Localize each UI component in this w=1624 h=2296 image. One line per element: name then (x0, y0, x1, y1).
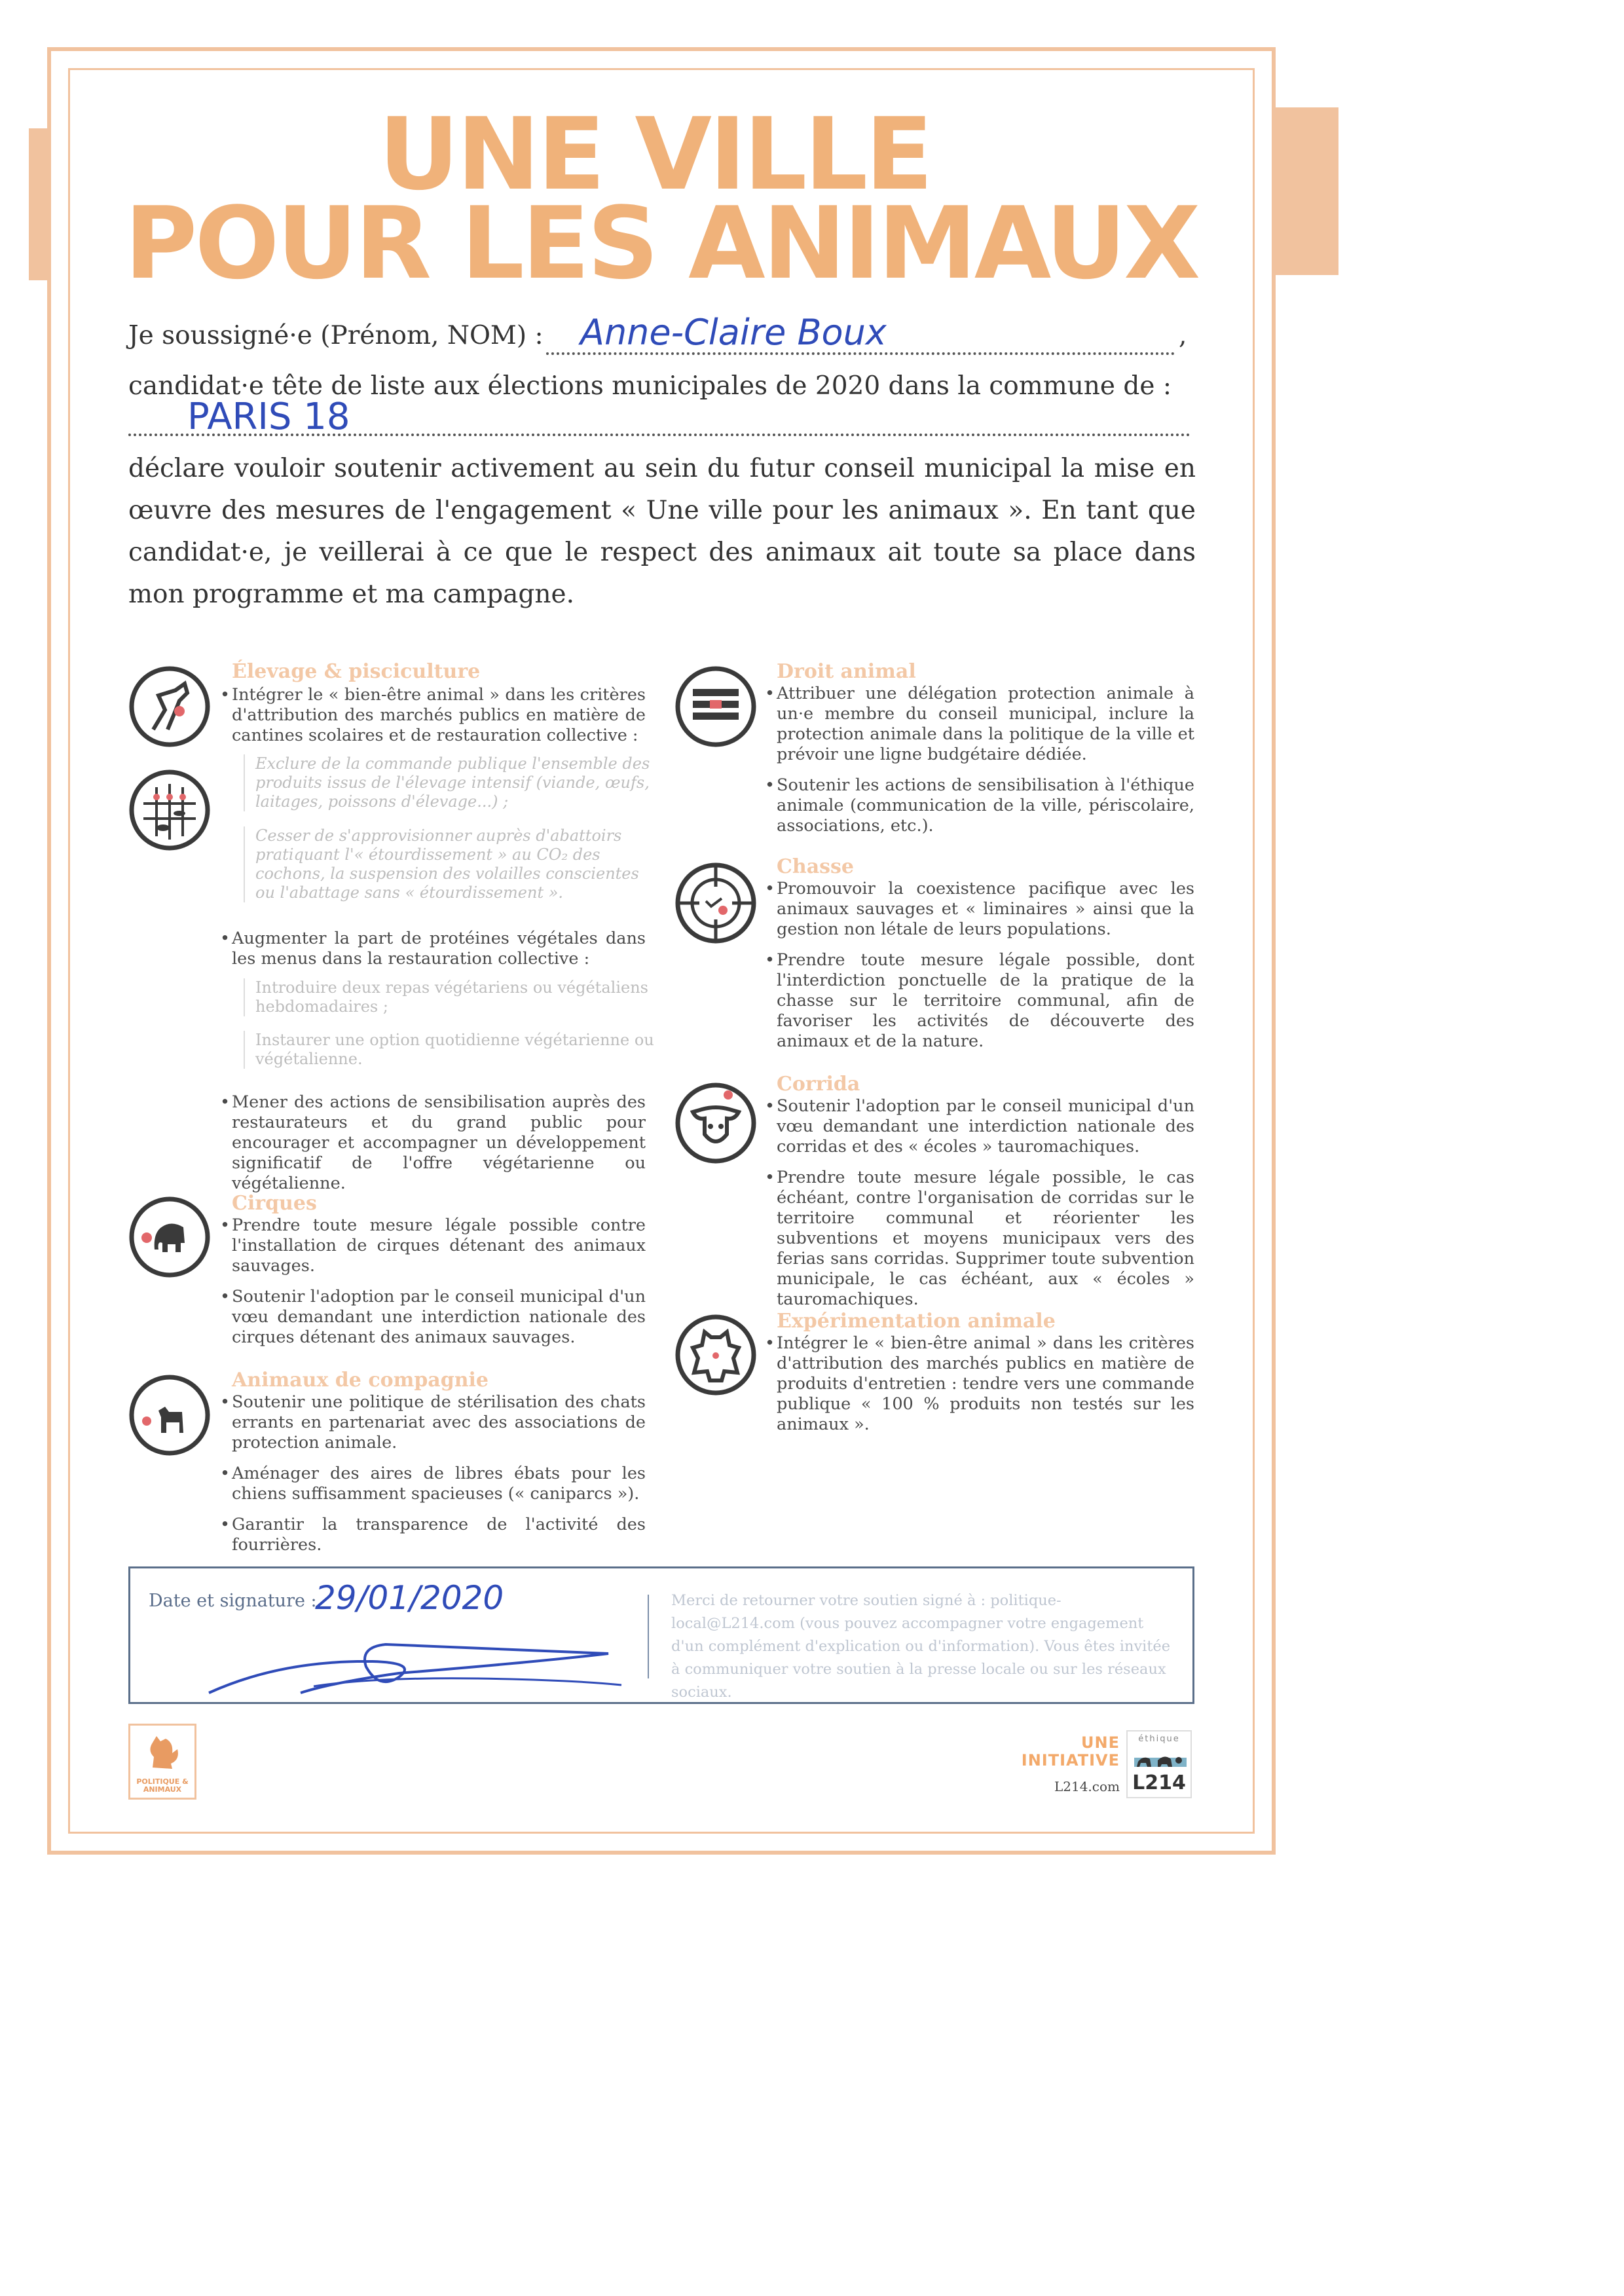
elevage-sub-4: Instaurer une option quotidienne végétarienne ou végétalienne. (244, 1031, 656, 1069)
dog-icon (127, 1373, 212, 1458)
name-row (128, 312, 1196, 363)
left-accent-tab (29, 128, 48, 280)
compagnie-bullet-2: • Aménager des aires de libres ébats pour les chiens suffisamment spacieuses (« caniparcs »). (220, 1464, 646, 1504)
elevage-bullet-1 (220, 685, 646, 746)
section-title-chasse: Chasse (777, 855, 854, 878)
bull-icon (673, 1081, 758, 1166)
title-line-1: UNE VILLE (378, 96, 931, 212)
politique-animaux-logo (128, 1724, 196, 1800)
handwritten-commune: PARIS 18 (187, 396, 350, 438)
elevage-bullet-3-text: • Mener des actions de sensibilisation auprès des restaurateurs et du grand public pour encourager et accompagner un développement significatif de l'offre végétarienne ou végétalienne. (220, 1092, 646, 1194)
section-title-cirques: Cirques (232, 1192, 317, 1215)
law-document-icon (673, 664, 758, 749)
elevage-bullet-3 (220, 1092, 646, 1194)
elevage-bullet-2 (220, 929, 646, 969)
crosshair-icon (673, 861, 758, 946)
hide-pelt-icon (673, 1312, 758, 1398)
elevage-sub-2: Cesser de s'approvisionner auprès d'abattoirs pratiquant l'« étourdissement » au CO₂ des cochons, la suspension des volailles conscientes ou l'abattage sans « étourdissement ». (244, 826, 656, 902)
chasse-bullet-2: • Prendre toute mesure légale possible, dont l'interdiction ponctuelle de la pratique de la chasse sur le territoire communal, afin de favoriser les activités de découverte des animaux et de la nature. (765, 950, 1194, 1052)
compagnie-bullet-1: • Soutenir une politique de stérilisation des chats errants en partenariat avec des associations de protection animale. (220, 1392, 646, 1453)
section-title-corrida: Corrida (777, 1073, 860, 1096)
corrida-bullets (765, 1096, 1194, 1310)
section-title-elevage: Élevage & pisciculture (232, 660, 481, 683)
compagnie-bullets (220, 1392, 646, 1555)
corrida-bullet-1: • Soutenir l'adoption par le conseil municipal d'un vœu demandant une interdiction nationale des corridas et des « écoles » tauromachiques. (765, 1096, 1194, 1157)
l214-site: L214.com (1054, 1779, 1120, 1794)
candidate-line: candidat·e tête de liste aux élections municipales de 2020 dans la commune de : (128, 371, 1172, 401)
politique-animaux-caption: POLITIQUE & ANIMAUX (136, 1777, 189, 1794)
initiative-text: INITIATIVE (1021, 1751, 1120, 1769)
l214-label: L214 (1132, 1771, 1186, 1794)
droit-bullet-2: • Soutenir les actions de sensibilisation à l'éthique animale (communication de la ville, périscolaire, associations, etc.). (765, 775, 1194, 836)
title-line-2: POUR LES ANIMAUX (124, 185, 1198, 301)
compagnie-bullet-3: • Garantir la transparence de l'activité des fourrières. (220, 1515, 646, 1555)
section-title-experimentation: Expérimentation animale (777, 1310, 1056, 1333)
signature-box[interactable] (128, 1566, 1194, 1704)
signature-divider (648, 1595, 649, 1678)
droit-bullets (765, 684, 1194, 836)
name-label: Je soussigné·e (Prénom, NOM) : (128, 321, 544, 350)
cirques-bullet-2: • Soutenir l'adoption par le conseil municipal d'un vœu demandant une interdiction nationale des cirques détenant des animaux sauvages. (220, 1287, 646, 1348)
experimentation-bullet-1: • Intégrer le « bien-être animal » dans les critères d'attribution des marchés publics en matière de produits d'entretien : tendre vers une commande publique « 100 % produits non testés sur les animaux ». (765, 1333, 1194, 1435)
declaration-paragraph: déclare vouloir soutenir activement au sein du futur conseil municipal la mise en œuvre des mesures de l'engagement « Une ville pour les animaux ». En tant que candidat·e, je veillerai à ce que le respect des animaux ait toute sa place dans mon programme et ma campagne. (128, 454, 1196, 609)
handwritten-name: Anne-Claire Boux (580, 312, 887, 353)
corrida-bullet-2: • Prendre toute mesure légale possible, le cas échéant, contre l'organisation de corridas sur le territoire communal et réorienter les subventions et moyens municipaux vers des ferias sans corridas. Supprimer toute subvention municipale, le cas échéant, aux « écoles » tauromachiques. (765, 1168, 1194, 1310)
commune-row (128, 396, 1196, 444)
elephant-icon (127, 1194, 212, 1280)
cirques-bullet-1: • Prendre toute mesure légale possible contre l'installation de cirques détenant des animaux sauvages. (220, 1215, 646, 1276)
droit-bullet-1: • Attribuer une délégation protection animale à un·e membre du conseil municipal, inclure la protection animale dans la politique de la ville et prévoir une ligne budgétaire dédiée. (765, 684, 1194, 765)
une-text: UNE (1081, 1733, 1120, 1752)
chasse-bullet-1: • Promouvoir la coexistence pacifique avec les animaux sauvages et « liminaires » ainsi que la gestion non létale de leurs populations. (765, 879, 1194, 940)
elevage-sub-3: Introduire deux repas végétariens ou végétaliens hebdomadaires ; (244, 978, 656, 1016)
handwritten-signature (202, 1614, 648, 1699)
return-instructions: Merci de retourner votre soutien signé à : politique-local@L214.com (vous pouvez accompagner votre engagement d'un complément d'explication ou d'information). Vous êtes invitée à communiquer votre soutien à la presse locale ou sur les réseaux sociaux. (671, 1592, 1171, 1701)
animals-silhouette-icon (1134, 1749, 1187, 1772)
experimentation-bullets (765, 1333, 1194, 1435)
ethique-text: éthique (1138, 1734, 1180, 1744)
cirques-bullets (220, 1215, 646, 1348)
elevage-sub-1: Exclure de la commande publique l'ensemble des produits issus de l'élevage intensif (viande, œufs, laitages, poissons d'élevage...) ; (244, 754, 656, 811)
name-comma: , (1179, 321, 1187, 350)
farm-bird-icon (127, 664, 212, 749)
chasse-bullets (765, 879, 1194, 1052)
signature-label: Date et signature : (149, 1591, 317, 1611)
fish-cage-icon (127, 768, 212, 853)
section-title-compagnie: Animaux de compagnie (232, 1369, 489, 1392)
section-title-droit: Droit animal (777, 660, 916, 683)
rooster-icon (139, 1731, 185, 1773)
l214-logo (1126, 1730, 1192, 1798)
elevage-bullet-1-text: • Intégrer le « bien-être animal » dans les critères d'attribution des marchés publics en matière de cantines scolaires et de restauration collective : (220, 685, 646, 746)
elevage-bullet-2-text: • Augmenter la part de protéines végétales dans les menus dans la restauration collective : (220, 929, 646, 969)
handwritten-date: 29/01/2020 (315, 1579, 504, 1617)
